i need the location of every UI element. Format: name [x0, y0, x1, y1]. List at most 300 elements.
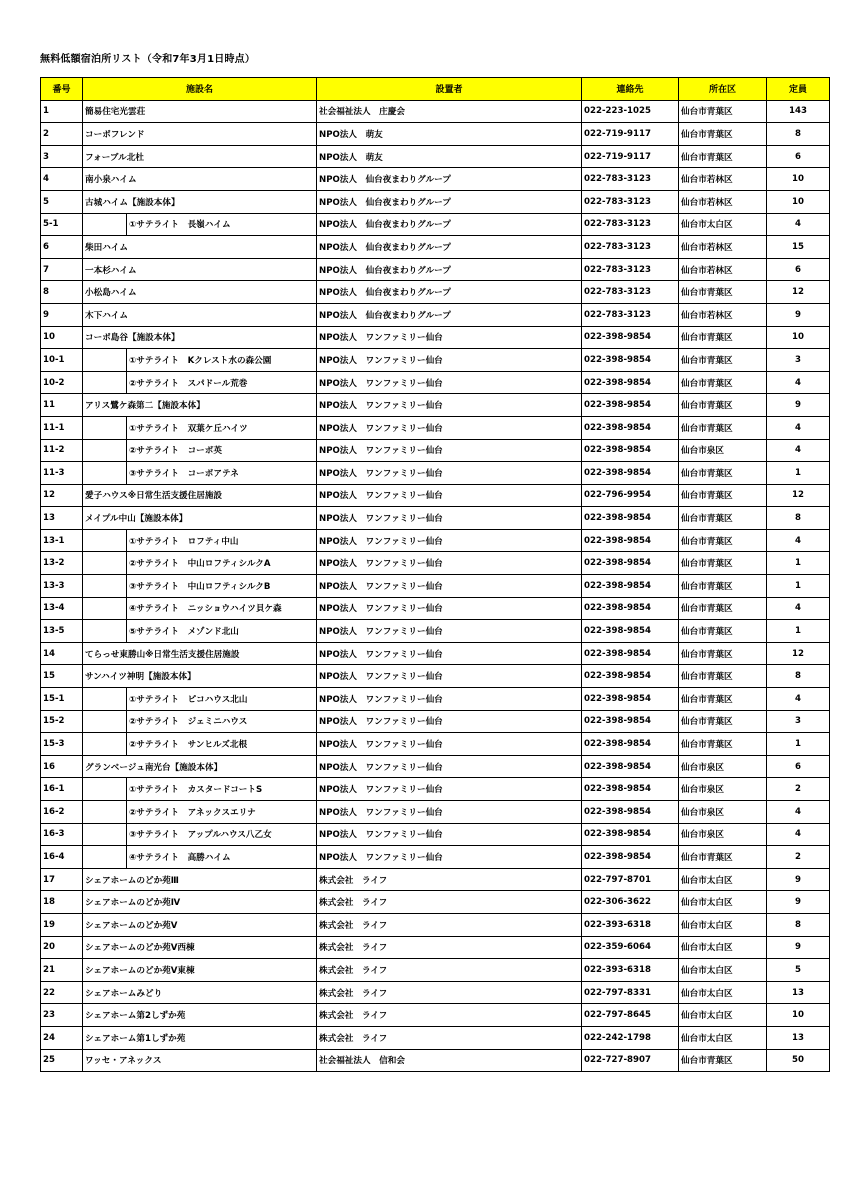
facility-name: ②サテライト コーポ英: [127, 439, 317, 462]
ward-name: 仙台市若林区: [679, 168, 767, 191]
operator-name: 社会福祉法人 信和会: [317, 1049, 582, 1072]
facility-name: ②サテライト ジェミニハウス: [127, 710, 317, 733]
operator-name: NPO法人 仙台夜まわりグループ: [317, 281, 582, 304]
table-row: [41, 326, 830, 349]
facility-name: グランベージュ南光台【施設本体】: [83, 755, 317, 778]
row-number: 16-3: [41, 823, 83, 846]
capacity-value: 4: [767, 801, 830, 824]
facility-name: ①サテライト Kクレスト水の森公園: [127, 349, 317, 372]
operator-name: NPO法人 ワンファミリー仙台: [317, 439, 582, 462]
table-row: [41, 484, 830, 507]
operator-name: NPO法人 仙台夜まわりグループ: [317, 258, 582, 281]
capacity-value: 1: [767, 733, 830, 756]
ward-name: 仙台市青葉区: [679, 642, 767, 665]
table-row: [41, 168, 830, 191]
row-number: 11: [41, 394, 83, 417]
facility-name: シェアホームのどか苑Ⅲ: [83, 868, 317, 891]
facility-name: 南小泉ハイム: [83, 168, 317, 191]
operator-name: NPO法人 ワンファミリー仙台: [317, 349, 582, 372]
contact-number: 022-398-9854: [582, 575, 679, 598]
facility-name: 木下ハイム: [83, 303, 317, 326]
operator-name: NPO法人 ワンファミリー仙台: [317, 507, 582, 530]
capacity-value: 8: [767, 507, 830, 530]
ward-name: 仙台市青葉区: [679, 326, 767, 349]
row-number: 15: [41, 665, 83, 688]
ward-name: 仙台市太白区: [679, 1026, 767, 1049]
facility-name: ワッセ・アネックス: [83, 1049, 317, 1072]
row-number: 1: [41, 100, 83, 123]
indent-cell: [83, 462, 127, 485]
ward-name: 仙台市青葉区: [679, 665, 767, 688]
facility-name: ①サテライト 双葉ケ丘ハイツ: [127, 416, 317, 439]
contact-number: 022-393-6318: [582, 913, 679, 936]
table-row: [41, 349, 830, 372]
ward-name: 仙台市青葉区: [679, 100, 767, 123]
contact-number: 022-398-9854: [582, 778, 679, 801]
capacity-value: 9: [767, 394, 830, 417]
ward-name: 仙台市青葉区: [679, 1049, 767, 1072]
capacity-value: 4: [767, 213, 830, 236]
ward-name: 仙台市太白区: [679, 936, 767, 959]
operator-name: 株式会社 ライフ: [317, 959, 582, 982]
row-number: 16-1: [41, 778, 83, 801]
capacity-value: 9: [767, 303, 830, 326]
capacity-value: 2: [767, 778, 830, 801]
table-row: [41, 123, 830, 146]
capacity-value: 4: [767, 688, 830, 711]
table-row: [41, 371, 830, 394]
table-row: [41, 755, 830, 778]
operator-name: NPO法人 萌友: [317, 145, 582, 168]
capacity-value: 2: [767, 846, 830, 869]
table-row: [41, 959, 830, 982]
operator-name: NPO法人 ワンファミリー仙台: [317, 823, 582, 846]
row-number: 15-1: [41, 688, 83, 711]
capacity-value: 1: [767, 462, 830, 485]
operator-name: NPO法人 ワンファミリー仙台: [317, 710, 582, 733]
row-number: 25: [41, 1049, 83, 1072]
table-row: [41, 1049, 830, 1072]
operator-name: NPO法人 ワンファミリー仙台: [317, 575, 582, 598]
ward-name: 仙台市青葉区: [679, 145, 767, 168]
table-row: [41, 145, 830, 168]
capacity-value: 12: [767, 281, 830, 304]
table-row: [41, 620, 830, 643]
contact-number: 022-797-8331: [582, 981, 679, 1004]
row-number: 13-3: [41, 575, 83, 598]
row-number: 8: [41, 281, 83, 304]
ward-name: 仙台市太白区: [679, 981, 767, 1004]
operator-name: NPO法人 ワンファミリー仙台: [317, 326, 582, 349]
table-row: [41, 597, 830, 620]
capacity-value: 9: [767, 891, 830, 914]
contact-number: 022-398-9854: [582, 416, 679, 439]
table-row: [41, 552, 830, 575]
capacity-value: 12: [767, 642, 830, 665]
contact-number: 022-783-3123: [582, 190, 679, 213]
row-number: 11-1: [41, 416, 83, 439]
row-number: 3: [41, 145, 83, 168]
table-row: [41, 1026, 830, 1049]
capacity-value: 9: [767, 868, 830, 891]
header-ward: 所在区: [679, 78, 767, 101]
row-number: 23: [41, 1004, 83, 1027]
header-row: [41, 78, 830, 101]
operator-name: NPO法人 ワンファミリー仙台: [317, 688, 582, 711]
facility-name: 古城ハイム【施設本体】: [83, 190, 317, 213]
row-number: 7: [41, 258, 83, 281]
facility-name: ①サテライト ピコハウス北山: [127, 688, 317, 711]
indent-cell: [83, 371, 127, 394]
operator-name: NPO法人 ワンファミリー仙台: [317, 597, 582, 620]
row-number: 4: [41, 168, 83, 191]
contact-number: 022-398-9854: [582, 462, 679, 485]
contact-number: 022-719-9117: [582, 123, 679, 146]
row-number: 13-2: [41, 552, 83, 575]
ward-name: 仙台市青葉区: [679, 552, 767, 575]
facility-name: コーポフレンド: [83, 123, 317, 146]
header-no: 番号: [41, 78, 83, 101]
indent-cell: [83, 213, 127, 236]
contact-number: 022-398-9854: [582, 823, 679, 846]
contact-number: 022-796-9954: [582, 484, 679, 507]
facility-name: 愛子ハウス※日常生活支援住居施設: [83, 484, 317, 507]
capacity-value: 1: [767, 552, 830, 575]
contact-number: 022-783-3123: [582, 258, 679, 281]
capacity-value: 10: [767, 168, 830, 191]
ward-name: 仙台市太白区: [679, 959, 767, 982]
row-number: 17: [41, 868, 83, 891]
capacity-value: 10: [767, 326, 830, 349]
facility-name: シェアホーム第1しずか苑: [83, 1026, 317, 1049]
facility-name: てらっせ東勝山※日常生活支援住居施設: [83, 642, 317, 665]
facility-name: ②サテライト スパドール荒巻: [127, 371, 317, 394]
contact-number: 022-398-9854: [582, 552, 679, 575]
table-row: [41, 236, 830, 259]
table-row: [41, 846, 830, 869]
operator-name: NPO法人 仙台夜まわりグループ: [317, 190, 582, 213]
operator-name: NPO法人 仙台夜まわりグループ: [317, 303, 582, 326]
row-number: 15-3: [41, 733, 83, 756]
facility-name: フォーブル北杜: [83, 145, 317, 168]
ward-name: 仙台市青葉区: [679, 281, 767, 304]
table-row: [41, 190, 830, 213]
facility-name: ①サテライト 長嶺ハイム: [127, 213, 317, 236]
contact-number: 022-398-9854: [582, 349, 679, 372]
row-number: 10-1: [41, 349, 83, 372]
facility-name: ③サテライト コーポアテネ: [127, 462, 317, 485]
operator-name: NPO法人 ワンファミリー仙台: [317, 416, 582, 439]
row-number: 21: [41, 959, 83, 982]
contact-number: 022-393-6318: [582, 959, 679, 982]
operator-name: 株式会社 ライフ: [317, 981, 582, 1004]
row-number: 10-2: [41, 371, 83, 394]
facility-table: [40, 77, 830, 1072]
table-row: [41, 1004, 830, 1027]
indent-cell: [83, 733, 127, 756]
row-number: 16-2: [41, 801, 83, 824]
row-number: 13: [41, 507, 83, 530]
indent-cell: [83, 778, 127, 801]
ward-name: 仙台市泉区: [679, 755, 767, 778]
table-row: [41, 462, 830, 485]
contact-number: 022-797-8645: [582, 1004, 679, 1027]
ward-name: 仙台市青葉区: [679, 575, 767, 598]
operator-name: 株式会社 ライフ: [317, 891, 582, 914]
contact-number: 022-398-9854: [582, 620, 679, 643]
operator-name: NPO法人 ワンファミリー仙台: [317, 755, 582, 778]
indent-cell: [83, 416, 127, 439]
table-row: [41, 823, 830, 846]
operator-name: 株式会社 ライフ: [317, 1026, 582, 1049]
contact-number: 022-242-1798: [582, 1026, 679, 1049]
ward-name: 仙台市泉区: [679, 778, 767, 801]
contact-number: 022-783-3123: [582, 303, 679, 326]
contact-number: 022-398-9854: [582, 439, 679, 462]
facility-name: サンハイツ神明【施設本体】: [83, 665, 317, 688]
contact-number: 022-783-3123: [582, 168, 679, 191]
capacity-value: 50: [767, 1049, 830, 1072]
header-contact: 連絡先: [582, 78, 679, 101]
facility-name: ②サテライト アネックスエリナ: [127, 801, 317, 824]
ward-name: 仙台市青葉区: [679, 620, 767, 643]
row-number: 22: [41, 981, 83, 1004]
ward-name: 仙台市若林区: [679, 303, 767, 326]
row-number: 13-1: [41, 529, 83, 552]
operator-name: NPO法人 ワンファミリー仙台: [317, 462, 582, 485]
capacity-value: 6: [767, 258, 830, 281]
row-number: 16-4: [41, 846, 83, 869]
header-facility-name: 施設名: [83, 78, 317, 101]
ward-name: 仙台市青葉区: [679, 484, 767, 507]
indent-cell: [83, 349, 127, 372]
indent-cell: [83, 801, 127, 824]
facility-name: シェアホーム第2しずか苑: [83, 1004, 317, 1027]
operator-name: 株式会社 ライフ: [317, 936, 582, 959]
ward-name: 仙台市若林区: [679, 236, 767, 259]
table-row: [41, 394, 830, 417]
table-row: [41, 665, 830, 688]
ward-name: 仙台市青葉区: [679, 462, 767, 485]
operator-name: 社会福祉法人 庄慶会: [317, 100, 582, 123]
facility-name: シェアホームのどか苑Ⅴ西棟: [83, 936, 317, 959]
ward-name: 仙台市青葉区: [679, 371, 767, 394]
contact-number: 022-398-9854: [582, 688, 679, 711]
indent-cell: [83, 620, 127, 643]
ward-name: 仙台市青葉区: [679, 394, 767, 417]
operator-name: NPO法人 萌友: [317, 123, 582, 146]
capacity-value: 4: [767, 823, 830, 846]
table-row: [41, 868, 830, 891]
facility-name: アリス鷺ケ森第二【施設本体】: [83, 394, 317, 417]
ward-name: 仙台市太白区: [679, 868, 767, 891]
indent-cell: [83, 597, 127, 620]
capacity-value: 143: [767, 100, 830, 123]
capacity-value: 8: [767, 123, 830, 146]
capacity-value: 4: [767, 597, 830, 620]
operator-name: NPO法人 ワンファミリー仙台: [317, 484, 582, 507]
table-row: [41, 213, 830, 236]
capacity-value: 10: [767, 190, 830, 213]
ward-name: 仙台市青葉区: [679, 733, 767, 756]
contact-number: 022-783-3123: [582, 213, 679, 236]
operator-name: 株式会社 ライフ: [317, 913, 582, 936]
ward-name: 仙台市太白区: [679, 913, 767, 936]
contact-number: 022-398-9854: [582, 597, 679, 620]
operator-name: NPO法人 ワンファミリー仙台: [317, 846, 582, 869]
capacity-value: 10: [767, 1004, 830, 1027]
contact-number: 022-398-9854: [582, 846, 679, 869]
indent-cell: [83, 710, 127, 733]
contact-number: 022-398-9854: [582, 733, 679, 756]
facility-name: シェアホームみどり: [83, 981, 317, 1004]
row-number: 5-1: [41, 213, 83, 236]
table-row: [41, 778, 830, 801]
ward-name: 仙台市太白区: [679, 213, 767, 236]
row-number: 15-2: [41, 710, 83, 733]
capacity-value: 3: [767, 349, 830, 372]
operator-name: NPO法人 ワンファミリー仙台: [317, 801, 582, 824]
capacity-value: 13: [767, 981, 830, 1004]
operator-name: NPO法人 ワンファミリー仙台: [317, 733, 582, 756]
indent-cell: [83, 846, 127, 869]
contact-number: 022-783-3123: [582, 281, 679, 304]
facility-name: 簡易住宅光雲荘: [83, 100, 317, 123]
operator-name: NPO法人 仙台夜まわりグループ: [317, 236, 582, 259]
contact-number: 022-398-9854: [582, 665, 679, 688]
facility-name: ①サテライト カスタードコートS: [127, 778, 317, 801]
operator-name: NPO法人 仙台夜まわりグループ: [317, 168, 582, 191]
facility-name: シェアホームのどか苑Ⅳ: [83, 891, 317, 914]
facility-name: 一本杉ハイム: [83, 258, 317, 281]
capacity-value: 4: [767, 416, 830, 439]
table-row: [41, 710, 830, 733]
contact-number: 022-797-8701: [582, 868, 679, 891]
indent-cell: [83, 575, 127, 598]
operator-name: NPO法人 ワンファミリー仙台: [317, 529, 582, 552]
capacity-value: 3: [767, 710, 830, 733]
ward-name: 仙台市青葉区: [679, 507, 767, 530]
operator-name: NPO法人 ワンファミリー仙台: [317, 371, 582, 394]
ward-name: 仙台市青葉区: [679, 349, 767, 372]
capacity-value: 9: [767, 936, 830, 959]
capacity-value: 13: [767, 1026, 830, 1049]
facility-name: ⑤サテライト メゾンド北山: [127, 620, 317, 643]
capacity-value: 1: [767, 620, 830, 643]
table-header: [41, 78, 830, 101]
row-number: 11-3: [41, 462, 83, 485]
capacity-value: 8: [767, 913, 830, 936]
capacity-value: 4: [767, 371, 830, 394]
contact-number: 022-398-9854: [582, 642, 679, 665]
table-row: [41, 936, 830, 959]
ward-name: 仙台市青葉区: [679, 688, 767, 711]
operator-name: NPO法人 仙台夜まわりグループ: [317, 213, 582, 236]
row-number: 10: [41, 326, 83, 349]
table-row: [41, 303, 830, 326]
capacity-value: 4: [767, 529, 830, 552]
contact-number: 022-359-6064: [582, 936, 679, 959]
ward-name: 仙台市泉区: [679, 439, 767, 462]
ward-name: 仙台市泉区: [679, 823, 767, 846]
contact-number: 022-727-8907: [582, 1049, 679, 1072]
row-number: 13-5: [41, 620, 83, 643]
ward-name: 仙台市青葉区: [679, 846, 767, 869]
facility-name: ①サテライト ロフティ中山: [127, 529, 317, 552]
indent-cell: [83, 529, 127, 552]
ward-name: 仙台市青葉区: [679, 529, 767, 552]
table-row: [41, 733, 830, 756]
capacity-value: 12: [767, 484, 830, 507]
table-row: [41, 258, 830, 281]
operator-name: NPO法人 ワンファミリー仙台: [317, 778, 582, 801]
table-row: [41, 281, 830, 304]
table-row: [41, 801, 830, 824]
capacity-value: 1: [767, 575, 830, 598]
contact-number: 022-398-9854: [582, 326, 679, 349]
row-number: 6: [41, 236, 83, 259]
capacity-value: 6: [767, 755, 830, 778]
contact-number: 022-398-9854: [582, 529, 679, 552]
capacity-value: 15: [767, 236, 830, 259]
operator-name: 株式会社 ライフ: [317, 1004, 582, 1027]
operator-name: NPO法人 ワンファミリー仙台: [317, 620, 582, 643]
operator-name: NPO法人 ワンファミリー仙台: [317, 642, 582, 665]
indent-cell: [83, 552, 127, 575]
row-number: 11-2: [41, 439, 83, 462]
contact-number: 022-398-9854: [582, 801, 679, 824]
ward-name: 仙台市若林区: [679, 190, 767, 213]
contact-number: 022-223-1025: [582, 100, 679, 123]
operator-name: NPO法人 ワンファミリー仙台: [317, 394, 582, 417]
ward-name: 仙台市青葉区: [679, 416, 767, 439]
ward-name: 仙台市若林区: [679, 258, 767, 281]
operator-name: 株式会社 ライフ: [317, 868, 582, 891]
facility-name: 柴田ハイム: [83, 236, 317, 259]
contact-number: 022-719-9117: [582, 145, 679, 168]
contact-number: 022-398-9854: [582, 394, 679, 417]
table-row: [41, 688, 830, 711]
header-operator: 設置者: [317, 78, 582, 101]
document-title: 無料低額宿泊所リスト（令和7年3月1日時点）: [40, 54, 256, 65]
row-number: 18: [41, 891, 83, 914]
facility-name: ②サテライト 中山ロフティシルクA: [127, 552, 317, 575]
ward-name: 仙台市青葉区: [679, 597, 767, 620]
facility-name: ③サテライト 中山ロフティシルクB: [127, 575, 317, 598]
row-number: 14: [41, 642, 83, 665]
row-number: 16: [41, 755, 83, 778]
capacity-value: 5: [767, 959, 830, 982]
table-row: [41, 575, 830, 598]
contact-number: 022-398-9854: [582, 371, 679, 394]
table-row: [41, 529, 830, 552]
header-capacity: 定員: [767, 78, 830, 101]
indent-cell: [83, 688, 127, 711]
row-number: 12: [41, 484, 83, 507]
indent-cell: [83, 823, 127, 846]
table-row: [41, 100, 830, 123]
table-row: [41, 439, 830, 462]
row-number: 19: [41, 913, 83, 936]
table-row: [41, 642, 830, 665]
contact-number: 022-306-3622: [582, 891, 679, 914]
table-row: [41, 981, 830, 1004]
row-number: 5: [41, 190, 83, 213]
contact-number: 022-398-9854: [582, 755, 679, 778]
facility-name: 小松島ハイム: [83, 281, 317, 304]
facility-name: ④サテライト 高勝ハイム: [127, 846, 317, 869]
facility-name: ③サテライト アップルハウス八乙女: [127, 823, 317, 846]
